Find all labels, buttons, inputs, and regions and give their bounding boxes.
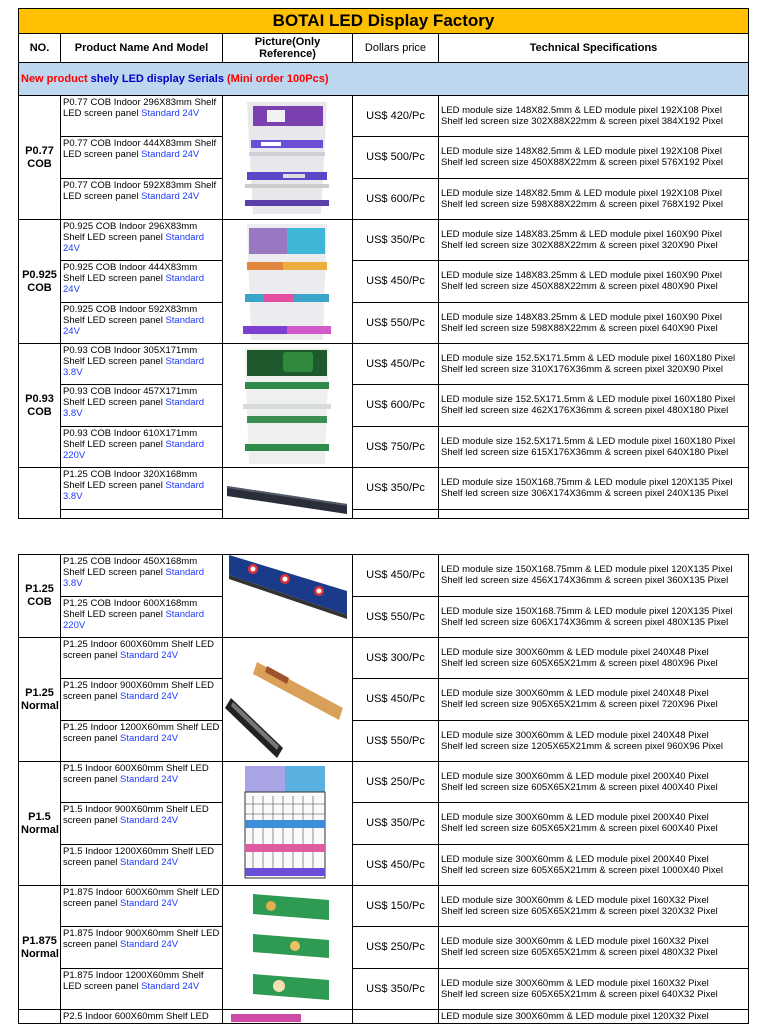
spec: LED module size 300X60mm & LED module pixel 200X40 Pixel Shelf led screen size 605X65X21mm & screen pixel 400X40 Pixel <box>439 762 749 803</box>
product-name: P1.5 Indoor 1200X60mm Shelf LED screen panel Standard 24V <box>61 844 223 885</box>
spec: LED module size 300X60mm & LED module pixel 160X32 Pixel Shelf led screen size 605X65X21mm & screen pixel 640X32 Pixel <box>439 968 749 1009</box>
spec: LED module size 300X60mm & LED module pixel 240X48 Pixel Shelf led screen size 1205X65X21mm & screen pixel 960X96 Pixel <box>439 720 749 761</box>
header-picture: Picture(Only Reference) <box>223 34 353 63</box>
spec: LED module size 300X60mm & LED module pixel 200X40 Pixel Shelf led screen size 605X65X21mm & screen pixel 600X40 Pixel <box>439 803 749 844</box>
product-image <box>223 762 353 886</box>
header-price: Dollars price <box>353 34 439 63</box>
group-label: P1.875 Normal <box>19 886 61 1010</box>
product-image <box>223 220 353 344</box>
price: US$ 600/Pc <box>353 178 439 219</box>
spec: LED module size 152.5X171.5mm & LED module pixel 160X180 Pixel Shelf led screen size 310X176X36mm & screen pixel 320X90 Pixel <box>439 344 749 385</box>
price: US$ 450/Pc <box>353 555 439 597</box>
product-name: P1.875 Indoor 600X60mm Shelf LED screen panel Standard 24V <box>61 886 223 927</box>
banner-series: shely LED display Serials <box>90 73 228 85</box>
table-row <box>19 596 749 638</box>
table-row <box>19 844 749 885</box>
price: US$ 550/Pc <box>353 596 439 638</box>
product-name: P1.25 Indoor 1200X60mm Shelf LED screen panel Standard 24V <box>61 720 223 761</box>
group-label: P0.925 COB <box>19 220 61 344</box>
price: US$ 750/Pc <box>353 426 439 467</box>
header-spec: Technical Specifications <box>439 34 749 63</box>
product-image <box>223 555 353 638</box>
product-name: P1.25 COB Indoor 600X168mm Shelf LED screen panel Standard 220V <box>61 596 223 638</box>
group-label <box>19 1010 61 1024</box>
spec: LED module size 152.5X171.5mm & LED module pixel 160X180 Pixel Shelf led screen size 462X176X36mm & screen pixel 480X180 Pixel <box>439 385 749 426</box>
product-image <box>223 638 353 762</box>
spec: LED module size 150X168.75mm & LED module pixel 120X135 Pixel Shelf led screen size 306X174X36mm & screen pixel 240X135 Pixel <box>439 468 749 510</box>
product-image <box>223 468 353 519</box>
table-row <box>19 426 749 467</box>
banner-new: New product <box>21 73 91 85</box>
table-row <box>19 968 749 1009</box>
product-name: P1.25 COB Indoor 320X168mm Shelf LED screen panel Standard 3.8V <box>61 468 223 510</box>
product-image <box>223 1010 353 1024</box>
spec: LED module size 300X60mm & LED module pixel 160X32 Pixel Shelf led screen size 605X65X21mm & screen pixel 320X32 Pixel <box>439 886 749 927</box>
product-name: P2.5 Indoor 600X60mm Shelf LED <box>61 1010 223 1024</box>
price: US$ 550/Pc <box>353 302 439 343</box>
price: US$ 350/Pc <box>353 803 439 844</box>
price: US$ 500/Pc <box>353 137 439 178</box>
table-row <box>19 468 749 510</box>
spec: LED module size 300X60mm & LED module pixel 160X32 Pixel Shelf led screen size 605X65X21mm & screen pixel 480X32 Pixel <box>439 927 749 968</box>
group-label: P1.5 Normal <box>19 762 61 886</box>
price: US$ 550/Pc <box>353 720 439 761</box>
table-row <box>19 555 749 597</box>
price: US$ 450/Pc <box>353 679 439 720</box>
spec: LED module size 148X82.5mm & LED module pixel 192X108 Pixel Shelf led screen size 302X88X22mm & screen pixel 384X192 Pixel <box>439 96 749 137</box>
price: US$ 250/Pc <box>353 762 439 803</box>
spec: LED module size 300X60mm & LED module pixel 240X48 Pixel Shelf led screen size 905X65X21mm & screen pixel 720X96 Pixel <box>439 679 749 720</box>
product-name: P1.875 Indoor 900X60mm Shelf LED screen panel Standard 24V <box>61 927 223 968</box>
table-row <box>19 96 749 137</box>
product-image <box>223 344 353 468</box>
product-name: P1.5 Indoor 600X60mm Shelf LED screen panel Standard 24V <box>61 762 223 803</box>
price-table-part-1 <box>18 8 749 519</box>
price: US$ 450/Pc <box>353 344 439 385</box>
table-row <box>19 220 749 261</box>
table-row <box>19 679 749 720</box>
table-row <box>19 886 749 927</box>
product-name: P1.25 COB Indoor 450X168mm Shelf LED screen panel Standard 3.8V <box>61 555 223 597</box>
series-banner <box>19 63 749 96</box>
table-row <box>19 509 749 518</box>
price: US$ 350/Pc <box>353 220 439 261</box>
price: US$ 350/Pc <box>353 968 439 1009</box>
price <box>353 1010 439 1024</box>
spec: LED module size 300X60mm & LED module pixel 240X48 Pixel Shelf led screen size 605X65X21mm & screen pixel 480X96 Pixel <box>439 638 749 679</box>
table-row <box>19 137 749 178</box>
table-row <box>19 638 749 679</box>
product-name: P1.875 Indoor 1200X60mm Shelf LED screen panel Standard 24V <box>61 968 223 1009</box>
product-name: P0.93 COB Indoor 610X171mm Shelf LED screen panel Standard 220V <box>61 426 223 467</box>
group-label: P1.25 COB <box>19 555 61 638</box>
header-no: NO. <box>19 34 61 63</box>
spec: LED module size 300X60mm & LED module pixel 200X40 Pixel Shelf led screen size 605X65X21mm & screen pixel 1000X40 Pixel <box>439 844 749 885</box>
price: US$ 250/Pc <box>353 927 439 968</box>
group-label <box>19 468 61 519</box>
banner-min-order: (Mini order 100Pcs) <box>227 73 329 85</box>
product-name: P1.25 Indoor 900X60mm Shelf LED screen panel Standard 24V <box>61 679 223 720</box>
spec: LED module size 148X83.25mm & LED module pixel 160X90 Pixel Shelf led screen size 598X88X22mm & screen pixel 640X90 Pixel <box>439 302 749 343</box>
table-row <box>19 302 749 343</box>
table-row <box>19 927 749 968</box>
group-label: P0.93 COB <box>19 344 61 468</box>
group-label: P1.25 Normal <box>19 638 61 762</box>
price: US$ 450/Pc <box>353 261 439 302</box>
spec: LED module size 300X60mm & LED module pixel 120X32 Pixel <box>439 1010 749 1024</box>
price: US$ 350/Pc <box>353 468 439 510</box>
price: US$ 600/Pc <box>353 385 439 426</box>
table-row <box>19 720 749 761</box>
product-name: P0.925 COB Indoor 592X83mm Shelf LED screen panel Standard 24V <box>61 302 223 343</box>
table-row <box>19 261 749 302</box>
table-row <box>19 1010 749 1024</box>
spec: LED module size 150X168.75mm & LED module pixel 120X135 Pixel Shelf led screen size 606X174X36mm & screen pixel 480X135 Pixel <box>439 596 749 638</box>
spec: LED module size 148X83.25mm & LED module pixel 160X90 Pixel Shelf led screen size 302X88X22mm & screen pixel 320X90 Pixel <box>439 220 749 261</box>
table-row <box>19 762 749 803</box>
product-name: P0.93 COB Indoor 305X171mm Shelf LED screen panel Standard 3.8V <box>61 344 223 385</box>
spec: LED module size 150X168.75mm & LED module pixel 120X135 Pixel Shelf led screen size 456X174X36mm & screen pixel 360X135 Pixel <box>439 555 749 597</box>
table-row <box>19 803 749 844</box>
spec: LED module size 148X82.5mm & LED module pixel 192X108 Pixel Shelf led screen size 598X88X22mm & screen pixel 768X192 Pixel <box>439 178 749 219</box>
product-name: P1.5 Indoor 900X60mm Shelf LED screen panel Standard 24V <box>61 803 223 844</box>
table-row <box>19 385 749 426</box>
group-label: P0.77 COB <box>19 96 61 220</box>
product-name: P1.25 Indoor 600X60mm Shelf LED screen panel Standard 24V <box>61 638 223 679</box>
spec: LED module size 152.5X171.5mm & LED module pixel 160X180 Pixel Shelf led screen size 615X176X36mm & screen pixel 640X180 Pixel <box>439 426 749 467</box>
spec: LED module size 148X83.25mm & LED module pixel 160X90 Pixel Shelf led screen size 450X88X22mm & screen pixel 480X90 Pixel <box>439 261 749 302</box>
product-name: P0.77 COB Indoor 444X83mm Shelf LED screen panel Standard 24V <box>61 137 223 178</box>
product-image <box>223 96 353 220</box>
price-table-part-2 <box>18 554 749 1024</box>
spec: LED module size 148X82.5mm & LED module pixel 192X108 Pixel Shelf led screen size 450X88X22mm & screen pixel 576X192 Pixel <box>439 137 749 178</box>
price: US$ 150/Pc <box>353 886 439 927</box>
product-name: P0.925 COB Indoor 296X83mm Shelf LED screen panel Standard 24V <box>61 220 223 261</box>
product-name: P0.93 COB Indoor 457X171mm Shelf LED screen panel Standard 3.8V <box>61 385 223 426</box>
table-row <box>19 178 749 219</box>
price: US$ 450/Pc <box>353 844 439 885</box>
table-row <box>19 344 749 385</box>
product-name: P0.925 COB Indoor 444X83mm Shelf LED screen panel Standard 24V <box>61 261 223 302</box>
price: US$ 420/Pc <box>353 96 439 137</box>
price: US$ 300/Pc <box>353 638 439 679</box>
product-name: P0.77 COB Indoor 592X83mm Shelf LED screen panel Standard 24V <box>61 178 223 219</box>
header-name: Product Name And Model <box>61 34 223 63</box>
product-name: P0.77 COB Indoor 296X83mm Shelf LED screen panel Standard 24V <box>61 96 223 137</box>
table-title: BOTAI LED Display Factory <box>19 9 749 34</box>
product-image <box>223 886 353 1010</box>
